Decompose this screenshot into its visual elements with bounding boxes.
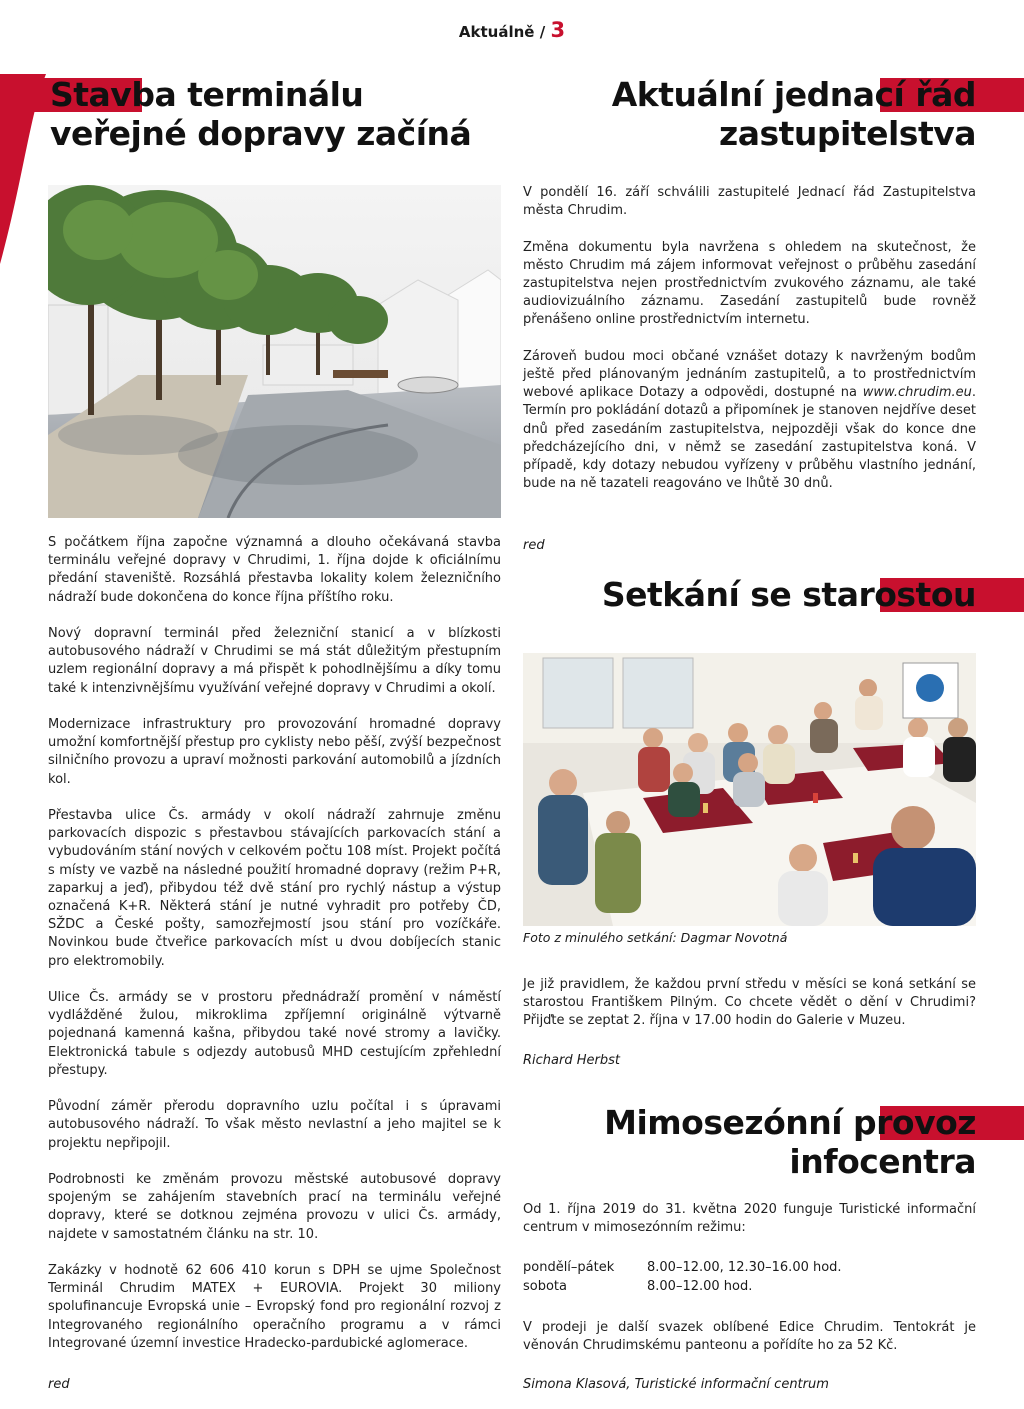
paragraph: Původní záměr přerodu dopravního uzlu počítal i s úpravami autobusového nádraží. To však město nevlastní a jeho majitel se k projektu nepřipojil. — [48, 1099, 501, 1151]
website-link[interactable]: www.chrudim.eu — [862, 385, 972, 401]
article1-title: Stavba terminálu veřejné dopravy začíná — [50, 75, 472, 153]
paragraph: Modernizace infrastruktury pro provozování hromadné dopravy umožní komfortnější přestup pro cyklisty nebo pěší, zvýší bezpečnost silničního provozu a upraví možnosti parkování automobilů a jízdních kol. — [48, 717, 501, 787]
article3-body — [523, 976, 976, 1049]
paragraph: Přestavba ulice Čs. armády v okolí nádraží zahrnuje změnu parkovacích dispozic s přestavbou stávajících parkovacích stání a vybudováním stání nových v celkovém počtu 108 míst. Projekt počítá s místy ve vazbě na následné použití hromadné dopravy (režim P+R, zaparkuj a jeď), přibydou též dvě stání pro rychlý nástup a výstup označená K+R. Některá stání je nutné vyhradit pro potřeby ČD, SŽDC a České pošty, samozřejmostí jsou stání pro vozíčkáře. Novinkou bude čtveřice parkovacích míst u dvou dobíjecích stanic pro elektromobily. — [48, 808, 501, 969]
paragraph: Podrobnosti ke změnám provozu městské autobusové dopravy spojeným se zahájením stavebních prací na terminálu veřejné dopravy, které se dotknou zejména provozu v ulici Čs. armády, najdete v samostatném článku na str. 10. — [48, 1172, 501, 1242]
opening-hours — [523, 1258, 842, 1296]
paragraph: Změna dokumentu byla navržena s ohledem na skutečnost, že město Chrudim má zájem informovat veřejnost o průběhu zasedání zastupitelstva nejen prostřednictvím zvukového záznamu, ale také audiovizuálního záznamu. Zasedání zastupitelů bude rovněž přenášeno online prostřednictvím internetu. — [523, 239, 976, 328]
separator: / — [539, 23, 546, 41]
article2-title: Aktuální jednací řád zastupitelstva — [611, 75, 976, 153]
article2-body — [523, 184, 976, 512]
article3-signature: Richard Herbst — [523, 1053, 620, 1068]
paragraph: V pondělí 16. září schválili zastupitelé Jednací řád Zastupitelstva města Chrudim. — [523, 185, 976, 219]
article3-title: Setkání se starostou — [601, 575, 976, 614]
paragraph: Je již pravidlem, že každou první středu v měsíci se koná setkání se starostou Františkem Pilným. Co chcete vědět o dění v Chrudimi? Přijďte se zeptat 2. října v 17.00 hodin do Galerie v Muzeu. — [523, 977, 976, 1029]
meeting-photo — [523, 653, 976, 926]
hours-row: pondělí–pátek 8.00–12.00, 12.30–16.00 hod. — [523, 1260, 842, 1275]
section-label: Aktuálně — [458, 23, 535, 41]
article4-signature: Simona Klasová, Turistické informační centrum — [523, 1377, 829, 1392]
hours-row: sobota 8.00–12.00 hod. — [523, 1279, 753, 1294]
paragraph: Zároveň budou moci občané vznášet dotazy k navrženým bodům ještě před plánovaným jednáním zastupitelů, a to prostřednictvím webové aplikace Dotazy a odpovědi, dostupné na www.chrudim.eu. Termín pro pokládání dotazů a připomínek je stanoven nejdříve deset dnů před zasedáním zastupitelstva, nejpozději však do konce dne předcházejícího dni, v němž se zasedání zastupitelstva koná. V případě, kdy dotazy nebudou vyřízeny v průběhu vlastního jednání, bude na ně tazateli reagováno ve lhůtě 30 dnů. — [523, 348, 976, 492]
paragraph: Ulice Čs. armády se v prostoru přednádraží promění v náměstí vydlážděné žulou, mikroklima zpříjemní originálně výtvarně pojednaná kamenná kašna, přibydou také nové stromy a lavičky. Elektronická tabule s odjezdy autobusů MHD cestujícím zpřehlední přestupy. — [48, 990, 501, 1078]
paragraph: S počátkem října započne významná a dlouho očekávaná stavba terminálu veřejné dopravy v Chrudimi, 1. října dojde k oficiálnímu předání staveniště. Rozsáhlá přestavba lokality kolem železničního nádraží bude dokončena do konce října příštího roku. — [48, 535, 501, 605]
paragraph: Nový dopravní terminál před železniční stanicí a v blízkosti autobusového nádraží v Chrudimi se má stát důležitým přestupním uzlem regionální dopravy a má přispět k pohodlnějšímu a díky tomu také k intenzivnějšímu využívání veřejné dopravy v Chrudimi a okolí. — [48, 626, 501, 696]
article2-signature: red — [523, 538, 545, 553]
page-header — [0, 18, 1024, 42]
terminal-rendering-image — [48, 185, 501, 518]
photo-caption: Foto z minulého setkání: Dagmar Novotná — [523, 930, 788, 945]
paragraph: Zakázky v hodnotě 62 606 410 korun s DPH se ujme Společnost Terminál Chrudim MATEX + EUROVIA. Projekt 30 miliony spolufinancuje Evropská unie – Evropský fond pro regionální rozvoj z Integrovaného regionálního operačního programu a v rámci Integrované územní investice Hradecko-pardubické aglomerace. — [48, 1263, 501, 1351]
paragraph: Od 1. října 2019 do 31. května 2020 funguje Turistické informační centrum v mimosezónním režimu: — [523, 1202, 976, 1236]
article1-signature: red — [48, 1377, 70, 1392]
article4-title: Mimosezónní provoz infocentra — [604, 1103, 976, 1181]
article4-body — [523, 1319, 976, 1374]
page-number: 3 — [550, 18, 566, 42]
article1-body — [48, 534, 501, 1371]
article4-intro — [523, 1201, 976, 1256]
paragraph: V prodeji je další svazek oblíbené Edice Chrudim. Tentokrát je věnován Chrudimskému panteonu a pořídíte ho za 52 Kč. — [523, 1320, 976, 1354]
